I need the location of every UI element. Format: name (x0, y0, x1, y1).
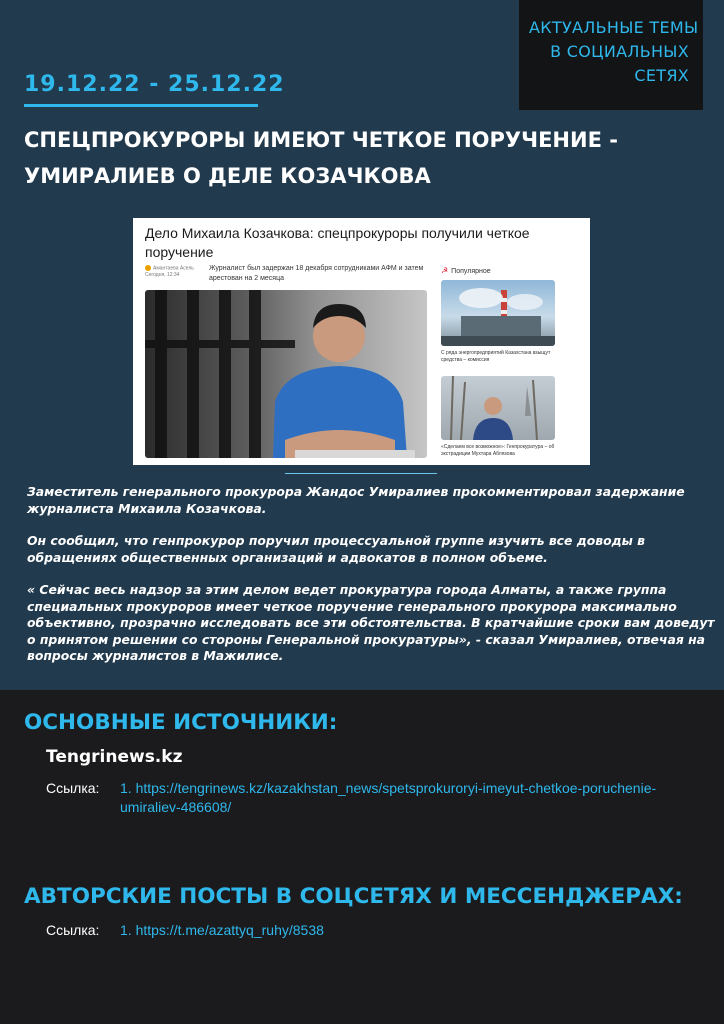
screenshot-title: Дело Михаила Козачкова: спецпрокуроры получили четкое поручение (145, 225, 530, 260)
author-name: Амантаева Асель (153, 265, 194, 272)
screenshot-divider (285, 473, 437, 474)
body-paragraph-2: Он сообщил, что генпрокурор поручил процессуальной группе изучить все доводы в обращениях общественных организаций и адвокатов в полном объеме. (27, 533, 645, 565)
power-plant-icon (441, 280, 555, 346)
body-paragraph-3: « Сейчас весь надзор за этим делом ведет прокуратура города Алматы, а также группа специальных прокуроров имеет четкое поручение генерального прокурора максимально объективно, прозрачно исследовать все эти обстоятельства. В кратчайшие сроки вам доведут о принятом решении со стороны Генеральной прокуратуры», - сказал Умиралиев, отвечая на вопросы журналистов в Мажилисе. (27, 582, 715, 663)
screenshot-lead: Журналист был задержан 18 декабря сотрудниками АФМ и затем арестован на 2 месяца (209, 265, 424, 282)
author-posts-link[interactable]: 1. https://t.me/azattyq_ruhy/8538 (120, 922, 324, 938)
date-underline (24, 104, 258, 107)
author-posts-link-label: Ссылка: (46, 922, 100, 938)
sources-title: ОСНОВНЫЕ ИСТОЧНИКИ: (24, 710, 338, 735)
author-posts-link-row (46, 921, 700, 940)
article-photo (145, 290, 427, 458)
article-screenshot (133, 218, 590, 465)
screenshot-author (145, 265, 205, 279)
popular-card-caption-2: «Сделаем все возможное»: Генпрокуратура – об экстрадиции Мухтара Аблязова (441, 444, 555, 457)
person-portrait-icon (441, 376, 555, 440)
badge-line-2: В СОЦИАЛЬНЫХ (550, 42, 689, 61)
author-avatar-icon (145, 265, 151, 271)
headline: СПЕЦПРОКУРОРЫ ИМЕЮТ ЧЕТКОЕ ПОРУЧЕНИЕ - УМИРАЛИЕВ О ДЕЛЕ КОЗАЧКОВА (24, 128, 618, 188)
author-date: Сегодня, 12:34 (145, 272, 180, 279)
popular-label (441, 266, 491, 275)
badge-line-1: АКТУАЛЬНЫЕ ТЕМЫ (529, 18, 699, 37)
popular-icon: ☭ (441, 266, 449, 275)
source-link-label: Ссылка: (46, 780, 100, 796)
source-link-row (46, 779, 700, 817)
source-name: Tengrinews.kz (46, 747, 183, 767)
date-range: 19.12.22 - 25.12.22 (24, 72, 285, 97)
article-body (27, 484, 717, 681)
popular-card-caption-1: С ряда энергопредприятий Казахстана взыщут средства – комиссия (441, 350, 551, 363)
prison-bars-photo (145, 290, 427, 458)
source-link[interactable]: 1. https://tengrinews.kz/kazakhstan_news/spetsprokuroryi-imeyut-chetkoe-poruchenie-umiraliev-486608/ (120, 780, 657, 815)
topic-badge (519, 0, 703, 110)
popular-card-image-1 (441, 280, 555, 346)
badge-line-3: СЕТЯХ (634, 66, 689, 85)
popular-label-text: Популярное (451, 268, 491, 275)
popular-card-image-2 (441, 376, 555, 440)
author-posts-title: АВТОРСКИЕ ПОСТЫ В СОЦСЕТЯХ И МЕССЕНДЖЕРАХ: (24, 884, 683, 909)
body-paragraph-1: Заместитель генерального прокурора Жандос Умиралиев прокомментировал задержание журналиста Михаила Козачкова. (27, 484, 685, 516)
